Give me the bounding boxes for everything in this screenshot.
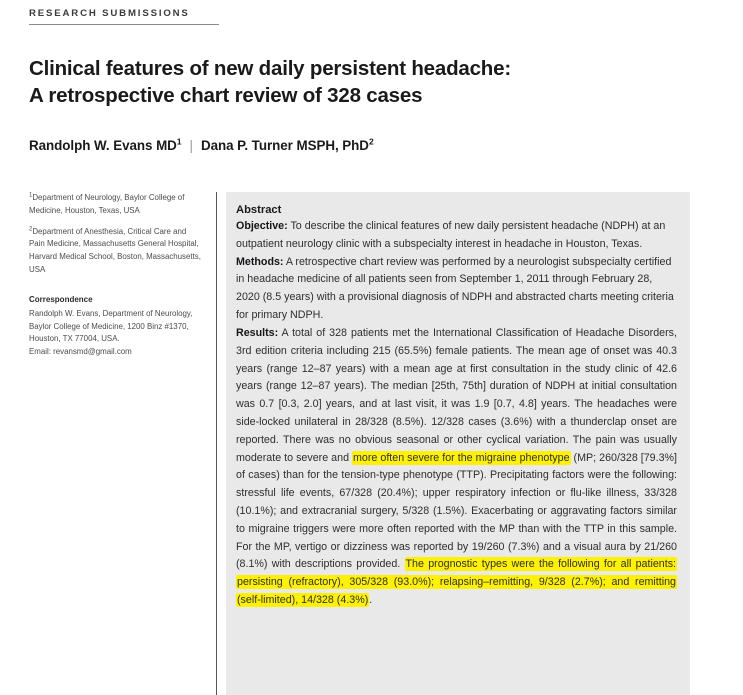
author-second-name: Dana P. Turner MSPH, PhD (200, 138, 369, 153)
correspondence-heading: Correspondence (29, 294, 93, 304)
abstract-objective (236, 218, 677, 254)
highlighted-text-1: more often severe for the migraine phenotype (353, 451, 570, 464)
correspondence-email[interactable]: Email: revansmd@gmail.com (29, 347, 132, 357)
kicker-divider-rule (29, 24, 219, 25)
affiliation-2 (29, 226, 201, 277)
author-separator: | (189, 138, 193, 153)
abstract-panel (226, 192, 690, 695)
affiliation-2-marker: 2 (29, 225, 33, 232)
abstract-methods-text: A retrospective chart review was performed by a neurologist subspecialty certified in headache medicine of all patients seen from September 1, 2011 through February 28, 2020 (8.5 years) with a provisional diagnosis of NDPH and abstracted charts meeting criteria for primary NDPH. (236, 255, 674, 322)
author-second (201, 138, 374, 153)
abstract-results-text-3: . (369, 594, 373, 607)
title-line-1: Clinical features of new daily persistent headache: (29, 57, 511, 80)
author-byline (29, 138, 689, 153)
correspondence-block (29, 294, 201, 359)
abstract-results-text-2: (MP; 260/328 [79.3%] of cases) than for the tension-type phenotype (TTP). Precipitating factors were the following: stressful life events, 67/328 (20.4%); upper respiratory infection or flu-like illness, 33/328 (10.1%); and extracranial surgery, 5/328 (1.5%). Exacerbating or aggravating factors similar to migraine triggers were more often reported with the MP than with the TTP in this sample. For the MP, vertigo or dizziness was reported by 19/260 (7.3%) and a visual aura by 21/260 (8.1%) with descriptions provided. (236, 451, 678, 571)
abstract-objective-text: To describe the clinical features of new daily persistent headache (NDPH) at an outpatient neurology clinic with a subspecialty interest in headache in Houston, Texas. (236, 220, 666, 250)
section-kicker (29, 8, 279, 25)
title-line-2: A retrospective chart review of 328 cases (29, 84, 423, 108)
affiliation-1-marker: 1 (29, 192, 33, 199)
author-first (29, 138, 182, 153)
abstract-results-label: Results: (236, 326, 279, 339)
abstract-methods (236, 254, 677, 325)
abstract-results (236, 325, 677, 610)
affiliation-1-text: Department of Neurology, Baylor College of Medicine, Houston, Texas, USA (29, 193, 185, 215)
section-kicker-label: RESEARCH SUBMISSIONS (29, 8, 190, 19)
page-title (29, 55, 679, 110)
correspondence-address: Randolph W. Evans, Department of Neurology, Baylor College of Medicine, 1200 Binz #1370, Houston, TX 77004, USA. (29, 308, 193, 344)
abstract-heading: Abstract (236, 204, 282, 216)
affiliation-1 (29, 192, 201, 218)
abstract-objective-label: Objective: (236, 220, 288, 232)
author-second-affiliation-marker: 2 (368, 136, 374, 147)
metadata-column (29, 192, 201, 359)
highlighted-text-2: The prognostic types were the following for all patients: persisting (refractory), 305/328 (93.0%); relapsing–remitting, 9/328 (2.7%); and remitting (self-limited), 14/328 (4.3%) (237, 558, 677, 607)
abstract-methods-label: Methods: (236, 255, 284, 268)
abstract-results-text-1: A total of 328 patients met the International Classification of Headache Disorders, 3rd edition criteria including 215 (65.5%) female patients. The mean age of onset was 40.3 years (range 12–87 years) with a mean age at first consultation in the study clinic of 42.6 years (range 12–87 years). The median [25th, 75th] duration of NDPH at initial consultation was 0.7 [0.3, 2.0] years, and at last visit, it was 1.9 [0.7, 4.8] years. The headaches were side-locked unilateral in 28/328 (8.5%). 12/328 cases (3.6%) with a thunderclap onset are reported. There was no obvious seasonal or other cyclical variation. The pain was usually moderate to severe and (236, 326, 677, 464)
column-divider (216, 192, 217, 695)
affiliation-2-text: Department of Anesthesia, Critical Care and Pain Medicine, Massachusetts General Hospital, Harvard Medical School, Boston, Massachusetts, USA (29, 226, 201, 274)
author-first-affiliation-marker: 1 (176, 136, 182, 147)
author-first-name: Randolph W. Evans MD (29, 138, 177, 153)
